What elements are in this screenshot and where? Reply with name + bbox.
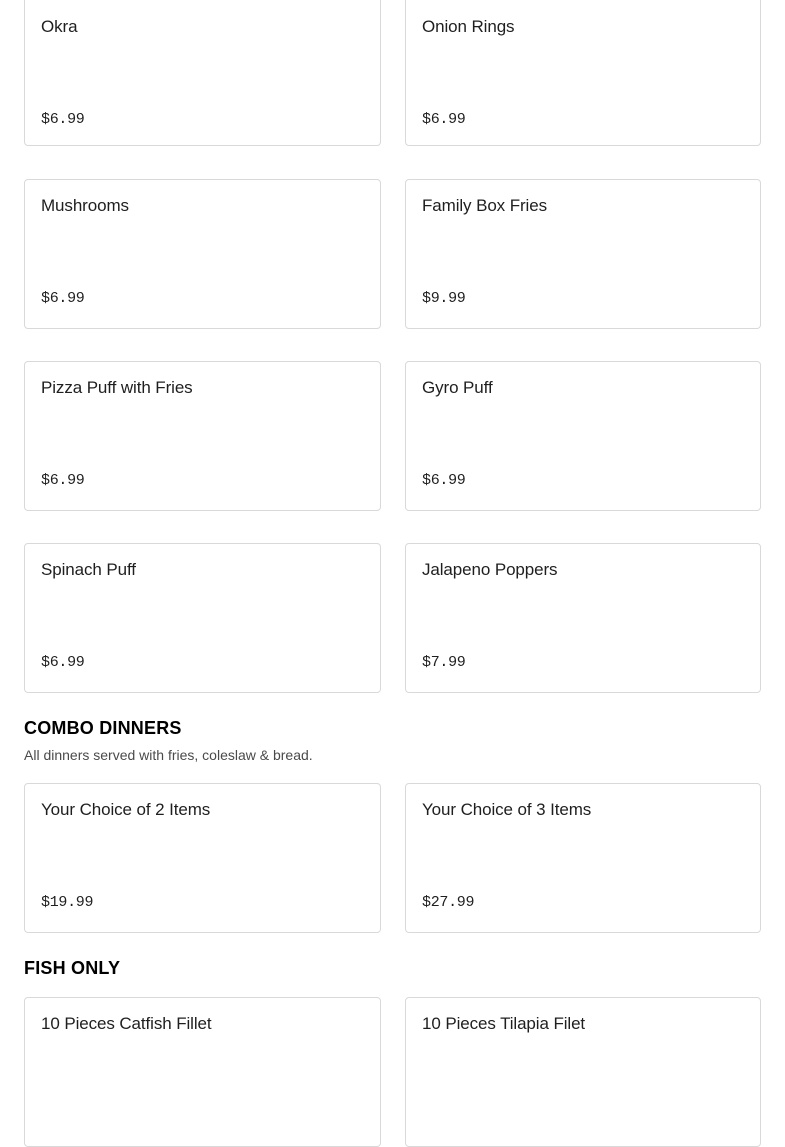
menu-item-price: $19.99 [41, 894, 94, 911]
menu-item-price: $6.99 [41, 654, 85, 671]
menu-item-card[interactable] [24, 361, 381, 511]
menu-item-price: $27.99 [422, 894, 475, 911]
menu-item-card[interactable] [405, 179, 761, 329]
menu-item-price: $9.99 [422, 290, 466, 307]
menu-item-card[interactable] [405, 997, 761, 1147]
menu-item-name: 10 Pieces Tilapia Filet [422, 1014, 586, 1033]
menu-item-price: $6.99 [422, 472, 466, 489]
menu-item-name: 10 Pieces Catfish Fillet [41, 1014, 212, 1033]
menu-item-card[interactable] [24, 179, 381, 329]
menu-item-card[interactable] [24, 997, 381, 1147]
menu-item-name: Family Box Fries [422, 196, 547, 215]
menu-item-card[interactable] [405, 0, 761, 146]
section-title-combo-dinners: COMBO DINNERS [24, 718, 182, 738]
menu-item-card[interactable] [24, 783, 381, 933]
menu-item-card[interactable] [405, 543, 761, 693]
menu-item-name: Your Choice of 3 Items [422, 800, 592, 819]
menu-item-price: $6.99 [422, 111, 466, 128]
menu-item-name: Gyro Puff [422, 378, 493, 397]
menu-item-card[interactable] [24, 0, 381, 146]
menu-item-price: $6.99 [41, 472, 85, 489]
section-description-combo-dinners: All dinners served with fries, coleslaw & bread. [24, 747, 313, 763]
menu-item-price: $7.99 [422, 654, 466, 671]
section-title-fish-only: FISH ONLY [24, 958, 121, 978]
menu-item-price: $6.99 [41, 111, 85, 128]
menu-item-name: Pizza Puff with Fries [41, 378, 193, 397]
menu-item-name: Jalapeno Poppers [422, 560, 558, 579]
menu-item-name: Spinach Puff [41, 560, 136, 579]
menu-item-card[interactable] [405, 361, 761, 511]
menu-item-card[interactable] [24, 543, 381, 693]
menu-item-name: Your Choice of 2 Items [41, 800, 211, 819]
menu-item-name: Onion Rings [422, 17, 515, 36]
menu-item-card[interactable] [405, 783, 761, 933]
menu-item-name: Okra [41, 17, 78, 36]
menu-item-name: Mushrooms [41, 196, 129, 215]
menu-item-price: $6.99 [41, 290, 85, 307]
